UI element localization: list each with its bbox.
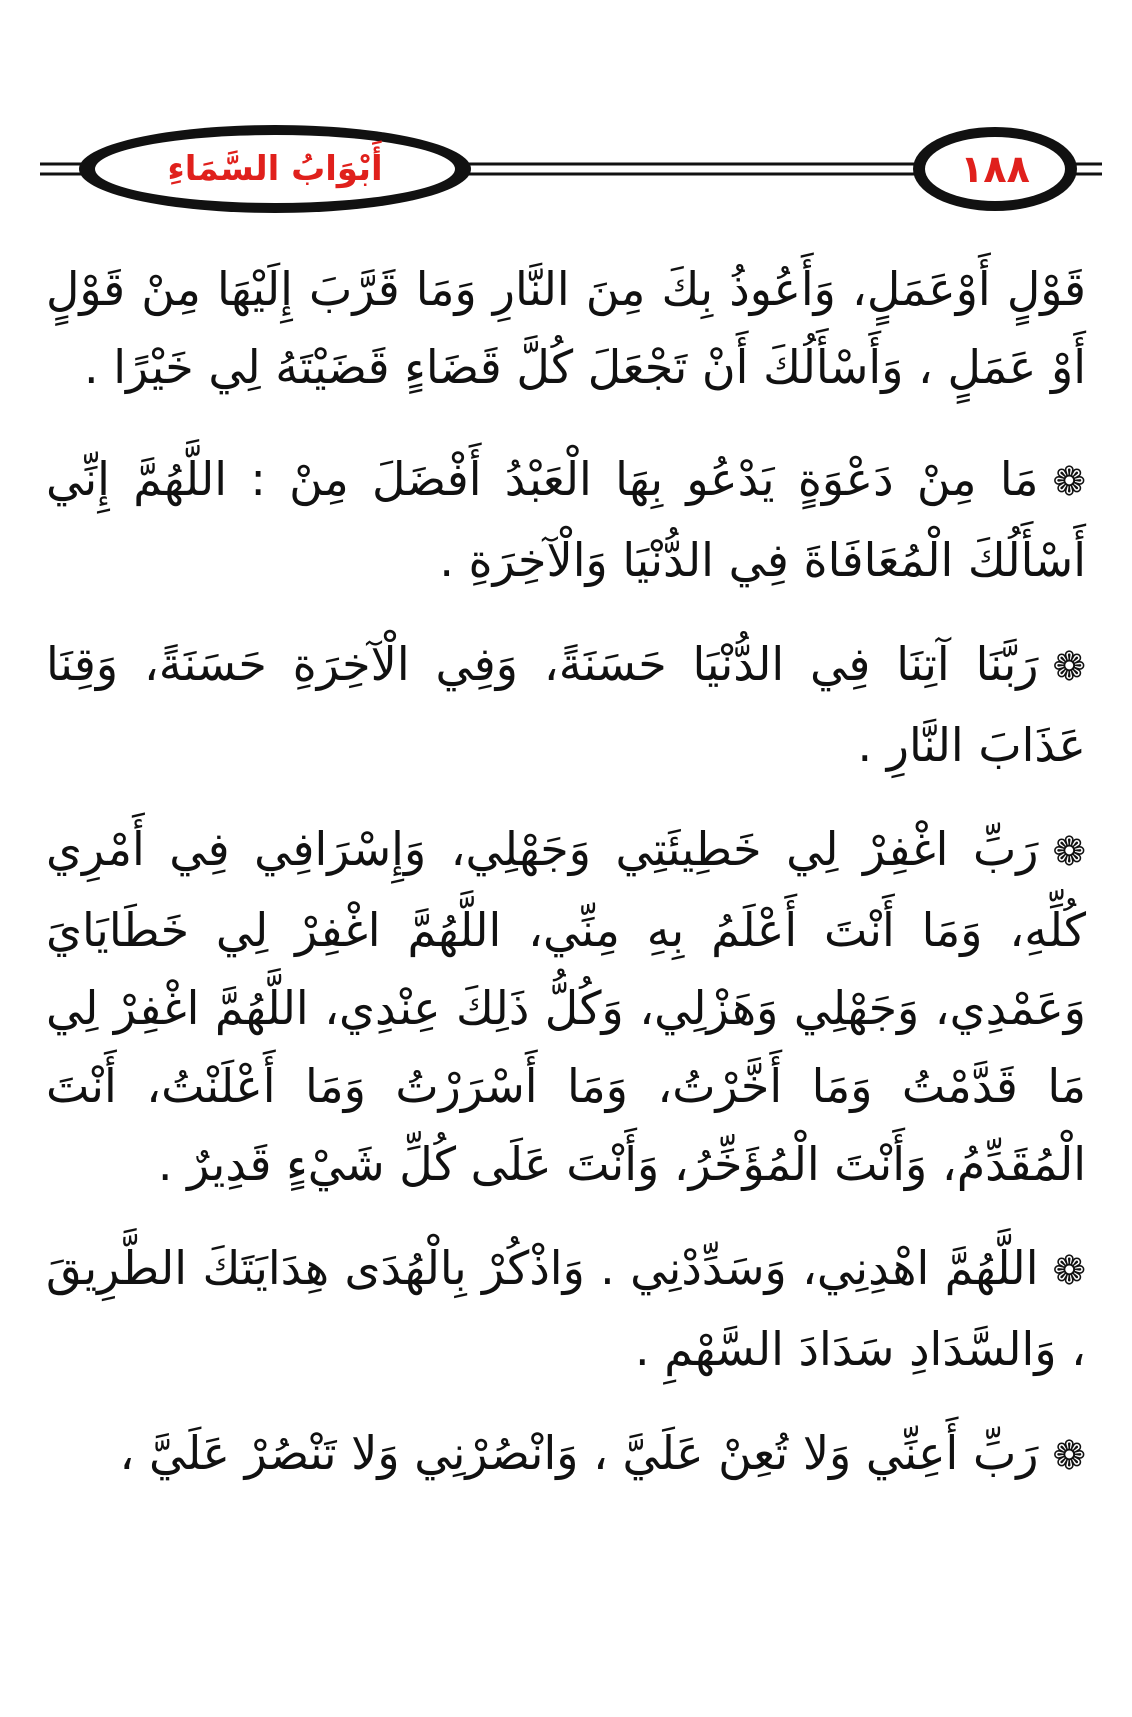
page-content: [46, 250, 1086, 1521]
paragraph-text: مَا مِنْ دَعْوَةٍ يَدْعُو بِهَا الْعَبْدُ أَفْضَلَ مِنْ : اللَّهُمَّ إِنِّي أَسْأَلُكَ الْمُعَافَاةَ فِي الدُّنْيَا وَالْآخِرَةِ .: [46, 452, 1086, 587]
paragraph-text: رَبِّ اغْفِرْ لِي خَطِيئَتِي وَجَهْلِي، وَإِسْرَافِي فِي أَمْرِي كُلِّهِ، وَمَا أَنْتَ أَعْلَمُ بِهِ مِنِّي، اللَّهُمَّ اغْفِرْ لِي خَطَايَايَ وَعَمْدِي، وَجَهْلِي وَهَزْلِي، وَكُلُّ ذَلِكَ عِنْدِي، اللَّهُمَّ اغْفِرْ لِي مَا قَدَّمْتُ وَمَا أَخَّرْتُ، وَمَا أَسْرَرْتُ وَمَا أَعْلَنْتُ، أَنْتَ الْمُقَدِّمُ، وَأَنْتَ الْمُؤَخِّرُ، وَأَنْتَ عَلَى كُلِّ شَيْءٍ قَدِيرٌ .: [46, 822, 1086, 1191]
flower-bullet-icon: ❁: [1052, 829, 1086, 875]
flower-bullet-icon: ❁: [1052, 1248, 1086, 1294]
paragraph-text: رَبِّ أَعِنِّي وَلا تُعِنْ عَلَيَّ ، وَانْصُرْنِي وَلا تَنْصُرْ عَلَيَّ ،: [119, 1426, 1039, 1480]
dua-paragraph: [46, 810, 1086, 1203]
page-header: [40, 120, 1102, 220]
paragraph-continuation: [46, 250, 1086, 406]
dua-paragraph: [46, 440, 1086, 599]
running-title: أَبْوَابُ السَّمَاءِ: [167, 149, 383, 189]
dua-paragraph: [46, 625, 1086, 784]
paragraph-text: اللَّهُمَّ اهْدِنِي، وَسَدِّدْنِي . وَاذْكُرْ بِالْهُدَى هِدَايَتَكَ الطَّرِيقَ ، وَالسَّدَادِ سَدَادَ السَّهْمِ .: [46, 1241, 1086, 1376]
paragraph-text: قَوْلٍ أَوْعَمَلٍ، وَأَعُوذُ بِكَ مِنَ النَّارِ وَمَا قَرَّبَ إِلَيْهَا مِنْ قَوْلٍ أَوْ عَمَلٍ ، وَأَسْأَلُكَ أَنْ تَجْعَلَ كُلَّ قَضَاءٍ قَضَيْتَهُ لِي خَيْرًا .: [46, 262, 1086, 394]
flower-bullet-icon: ❁: [1052, 459, 1086, 505]
page-number: ١٨٨: [960, 147, 1030, 191]
paragraph-text: رَبَّنَا آتِنَا فِي الدُّنْيَا حَسَنَةً، وَفِي الْآخِرَةِ حَسَنَةً، وَقِنَا عَذَابَ النَّارِ .: [46, 637, 1086, 772]
flower-bullet-icon: ❁: [1052, 644, 1086, 690]
dua-paragraph: [46, 1229, 1086, 1388]
dua-paragraph: [46, 1414, 1086, 1495]
flower-bullet-icon: ❁: [1052, 1433, 1086, 1479]
